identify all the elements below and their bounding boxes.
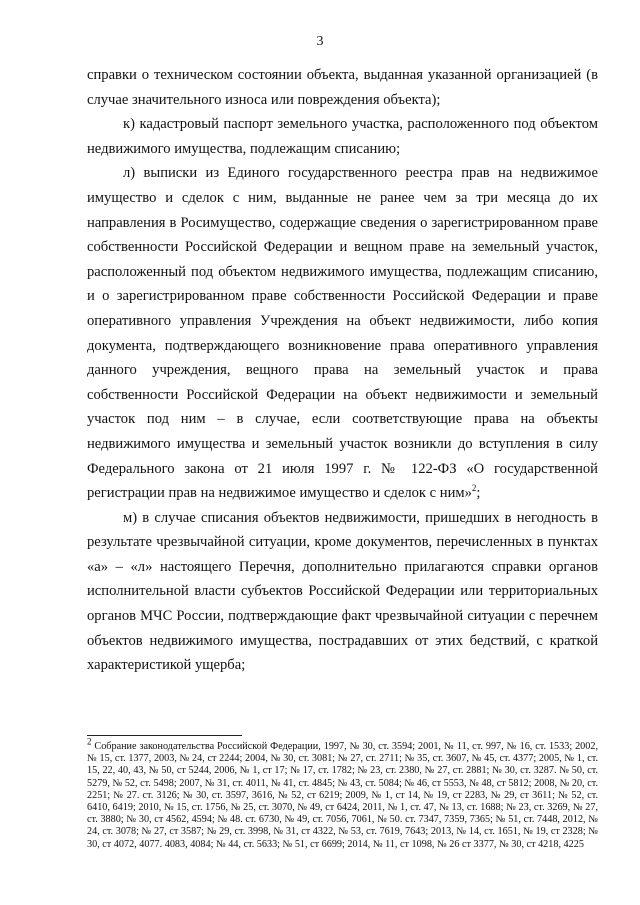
footnote-reference[interactable]: 2 (471, 483, 477, 494)
page-number: 3 (316, 34, 324, 49)
footnote-marker: 2 (87, 736, 92, 747)
paragraph-k (87, 112, 598, 161)
footnote-separator (87, 735, 242, 736)
paragraph-m (87, 506, 598, 678)
paragraph-text: м) в случае списания объектов недвижимости, пришедших в негодность в результате чрезвычайной ситуации, кроме документов, перечисленных в пунктах «а» – «л» настоящего Перечня, дополнительно прилагаются справки органов исполнительной власти субъектов Российской Федерации или территориальных органов МЧС России, подтверждающие факт чрезвычайной ситуации с перечнем объектов недвижимого имущества, пострадавших от этих бедствий, с краткой характеристикой ущерба; (87, 509, 598, 674)
paragraph-text: к) кадастровый паспорт земельного участка, расположенного под объектом недвижимого имущества, подлежащим списанию; (87, 116, 598, 157)
paragraph-text: л) выписки из Единого государственного реестра прав на недвижимое имущество и сделок с ним, выданные не ранее чем за три месяца до их направления в Росимущество, содержащие сведения о зарегистрированном праве собственности Российской Федерации и вещном праве на земельный участок, расположенный под объектом недвижимого имущества, подлежащим списанию, и о зарегистрированном праве собственности Российской Федерации и праве оперативного управления Учреждения на объект недвижимости, либо копия документа, подтверждающего возникновение права оперативного управления данного учреждения, вещного права на земельный участок и права собственности Российской Федерации на объект недвижимости и земельный участок под ним – в случае, если соответствующие права на объекты недвижимого имущества и земельный участок возникли до вступления в силу Федерального закона от 21 июля 1997 г. № 122-ФЗ «О государственной регистрации прав на недвижимое имущество и сделок с ним» (87, 165, 598, 502)
paragraph-l (87, 161, 598, 505)
footnote (87, 736, 598, 851)
paragraph-tail: ; (476, 485, 481, 502)
document-body (87, 63, 598, 678)
paragraph-continuation (87, 63, 598, 112)
footnote-text: Собрание законодательства Российской Федерации, 1997, № 30, ст. 3594; 2001, № 11, ст. 997, № 16, ст. 1533; 2002, № 15, ст. 1377, 2003, № 24, ст 2244; 2004, № 30, ст. 3081; № 27, ст. 2711; № 35, ст. 3607, № 45, ст. 4377; 2005, № 1, ст. 15, 22, 40, 43, № 50, ст 5244, 2006, № 1, ст 17; № 17, ст. 1782; № 23, ст. 2380, № 27, ст. 2881; № 30, ст. 3287. № 50, ст. 5279, № 52, ст. 5498; 2007, № 31, ст. 4011, № 41, ст. 4845; № 43, ст. 5084; № 46, ст 5553, № 48, ст 5812; 2008, № 20, ст. 2251; № 27. ст. 3126; № 30, ст. 3597, 3616, № 52, ст 6219; 2009, № 1, ст 14, № 19, ст 2283, № 29, ст 3611; № 52, ст. 6410, 6419; 2010, № 15, ст. 1756, № 25, ст. 3070, № 49, ст 6424, 2011, № 1, ст. 47, № 13, ст. 1688; № 23, ст. 3269, № 27, ст. 3880; № 30, ст 4562, 4594; № 48. ст. 6730, № 49, ст. 7056, 7061, № 50. ст. 7347, 7359, 7365; № 51, ст. 7448, 2012, № 24, ст. 3078; № 27, ст 3587; № 29, ст. 3998, № 31, ст 4322, № 53, ст. 7619, 7643; 2013, № 14, ст. 1651, № 19, ст 2328; № 30, ст 4072, 4077. 4083, 4084; № 44, ст. 5633; № 51, ст 6699; 2014, № 11, ст 1098, № 26 ст 3377, № 30, ст 4218, 4225 (87, 741, 598, 850)
paragraph-text: справки о техническом состоянии объекта, выданная указанной организацией (в случае значительного износа или повреждения объекта); (87, 67, 598, 108)
